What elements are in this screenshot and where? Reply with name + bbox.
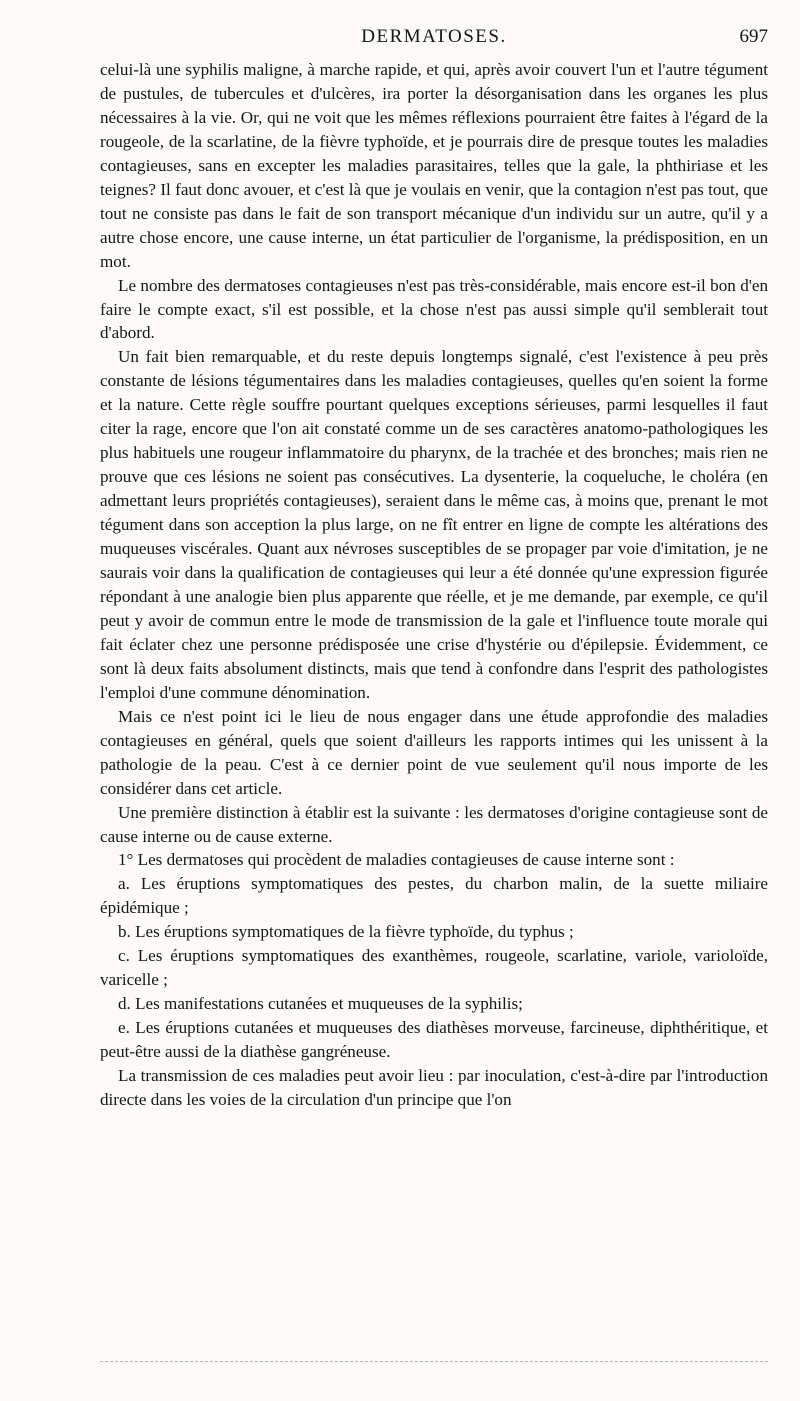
- paragraph: La transmission de ces maladies peut avoir lieu : par inoculation, c'est-à-dire par l'introduction directe dans les voies de la circulation d'un principe que l'on: [100, 1066, 768, 1109]
- list-item: e. Les éruptions cutanées et muqueuses des diathèses morveuse, farcineuse, diphthéritique, et peut-être aussi de la diathèse gangréneuse.: [100, 1018, 768, 1062]
- footer-rule: [100, 1361, 768, 1362]
- list-item: a. Les éruptions symptomatiques des pestes, du charbon malin, de la suette miliaire épidémique ;: [100, 874, 768, 918]
- paragraph: Un fait bien remarquable, et du reste depuis longtemps signalé, c'est l'existence à peu près constante de lésions tégumentaires dans les maladies contagieuses, quelles qu'en soient la forme et la nature. Cette règle souffre pourtant quelques exceptions sérieuses, parmi lesquelles il faut citer la rage, encore que l'on ait constaté comme un de ses caractères anatomo-pathologiques les plus habituels une rougeur inflammatoire du pharynx, de la trachée et des bronches; mais rien ne prouve que ces lésions ne soient pas consécutives. La dysenterie, la coqueluche, le choléra (en admettant leurs propriétés contagieuses), seraient dans le même cas, à moins que, prenant le mot tégument dans son acception la plus large, on ne fît entrer en ligne de compte les altérations des muqueuses viscérales. Quant aux névroses susceptibles de se propager par voie d'imitation, je ne saurais voir dans la qualification de contagieuses qui leur a été donnée qu'une expression figurée répondant à une analogie bien plus apparente que réelle, et je me demande, par exemple, ce qu'il peut y avoir de commun entre le mode de transmission de la gale et l'influence toute morale qui fait éclater chez une personne prédisposée une crise d'hystérie ou d'épilepsie. Évidemment, ce sont là deux faits absolument distincts, mais que tend à confondre dans l'esprit des pathologistes l'emploi d'une commune dénomination.: [100, 347, 768, 702]
- running-title: DERMATOSES.: [361, 26, 507, 47]
- page-number: 697: [739, 26, 768, 47]
- body-text: [100, 58, 768, 1112]
- paragraph: Une première distinction à établir est la suivante : les dermatoses d'origine contagieuse sont de cause interne ou de cause externe.: [100, 802, 768, 846]
- paragraph: Le nombre des dermatoses contagieuses n'est pas très-considérable, mais encore est-il bon d'en faire le compte exact, s'il est possible, et la chose n'est pas aussi simple qu'il semblerait tout d'abord.: [100, 275, 768, 343]
- page-header: [100, 22, 768, 52]
- list-item: b. Les éruptions symptomatiques de la fièvre typhoïde, du typhus ;: [118, 922, 574, 942]
- list-item: d. Les manifestations cutanées et muqueuses de la syphilis;: [118, 994, 523, 1014]
- paragraph: celui-là une syphilis maligne, à marche rapide, et qui, après avoir couvert l'un et l'autre tégument de pustules, de tubercules et d'ulcères, ira porter la désorganisation dans les organes les plus nécessaires à la vie. Or, qui ne voit que les mêmes réflexions pourraient être faites à l'égard de la rougeole, de la scarlatine, de la fièvre typhoïde, et je pourrais dire de presque toutes les maladies contagieuses, sans en excepter les maladies parasitaires, telles que la gale, la phthiriase et les teignes? Il faut donc avouer, et c'est là que je voulais en venir, que la contagion n'est pas tout, que tout ne consiste pas dans le fait de son transport mécanique d'un individu sur un autre, qu'il y a autre chose encore, une cause interne, un état particulier de l'organisme, la prédisposition, en un mot.: [100, 60, 768, 271]
- paragraph: Mais ce n'est point ici le lieu de nous engager dans une étude approfondie des maladies contagieuses en général, quels que soient d'ailleurs les rapports intimes qui les unissent à la pathologie de la peau. C'est à ce dernier point de vue seulement qu'il nous importe de les considérer dans cet article.: [100, 706, 768, 798]
- paragraph: 1° Les dermatoses qui procèdent de maladies contagieuses de cause interne sont :: [118, 850, 675, 870]
- list-item: c. Les éruptions symptomatiques des exanthèmes, rougeole, scarlatine, variole, varioloïde, varicelle ;: [100, 946, 768, 990]
